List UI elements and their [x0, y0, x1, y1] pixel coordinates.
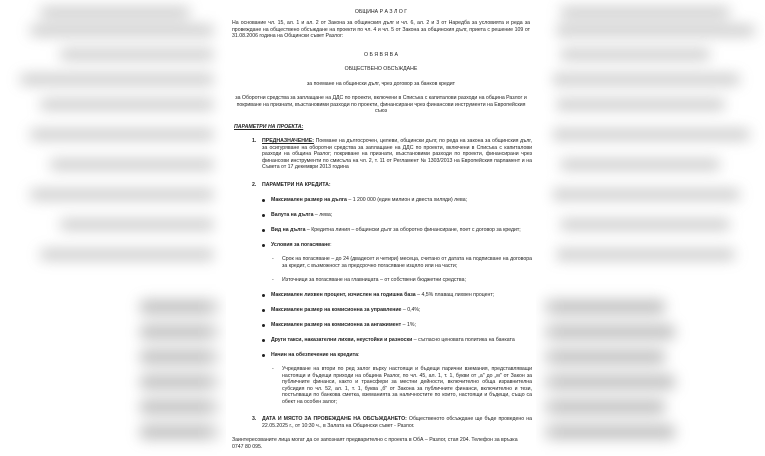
item-text: – Кредитна линия – общински дълг за оборотно финансиране, поет с договор за кредит; [305, 227, 521, 233]
sub-item: Учредяване на втори по ред залог върху настоящи и бъдещи парични вземания, представляващи настоящи и бъдещи приходи на община Разлог, по чл. 45, ал. 1, т. 1, букви от „а" до „м" от Закон за публичните финанси, както и трансфери за местни дейности, включително обща изравнителна субсидия по чл. 52, ал. 1, т. 1, буква „б" от Закона за публичните финанси, включително и тези, постъпващи по банкова сметка, вземанията за наличностите по които, настоящи и бъдещи, също са обект на особен залог; [282, 366, 532, 405]
dash-marker: - [272, 256, 274, 262]
bullet-icon [262, 229, 265, 232]
list-item [271, 337, 532, 344]
document-page [226, 0, 536, 456]
bullet-icon [262, 309, 265, 312]
section-1 [262, 138, 532, 171]
bullet-icon [262, 354, 265, 357]
list-item [271, 227, 532, 234]
bullet-icon [262, 324, 265, 327]
item-label: Максимален размер на дълга [271, 197, 347, 203]
subject-line: за поемане на общински дълг, чрез договор за банков кредит [306, 81, 456, 87]
intro-paragraph: На основание чл. 15, ал. 1 и ал. 2 от Закона за общинския дълг и чл. 6, ал. 2 и 3 от Наредба за условията и реда за провеждане на обществено обсъждане на проекти по чл. 4 и чл. 5 от Закона за общинския дълг, приета с решение 109 от 31.08.2006 година на Общински съвет Разлог: [232, 20, 530, 40]
item-label: Вид на дълга [271, 227, 306, 233]
sub-item: Срок на погасяване – до 24 (двадесет и четири) месеца, считано от датата на подписване на договора за кредит, с възможност за предсрочно погасяване изцяло или на части; [282, 256, 532, 269]
item-label: Начин на обезпечение на кредита [271, 352, 359, 358]
bullet-icon [262, 339, 265, 342]
list-item [271, 292, 532, 299]
item-text: – лева; [313, 212, 333, 218]
public-discussion-heading: ОБЩЕСТВЕНО ОБСЪЖДАНЕ [344, 66, 418, 72]
item-label: Условия за погасяване [271, 242, 331, 248]
bullet-icon [262, 214, 265, 217]
section-3-label: ДАТА И МЯСТО ЗА ПРОВЕЖДАНЕ НА ОБСЪЖДАНЕТО: [262, 416, 407, 422]
list-item [271, 212, 532, 219]
dash-marker: - [272, 366, 274, 372]
list-item [271, 197, 532, 204]
list-item [271, 242, 532, 249]
section-2-label: ПАРАМЕТРИ НА КРЕДИТА: [262, 182, 331, 188]
announce-heading: О Б Я В Я В А [364, 52, 398, 58]
municipality-title: ОБЩИНА Р А З Л О Г [354, 9, 408, 15]
item-text: – 4,5% плаващ лихвен процент; [415, 292, 495, 298]
section-1-number: 1. [252, 138, 257, 144]
footer-note: Заинтересованите лица могат да се запознаят предварително с проекта в ОбА – Разлог, стая 204. Телефон за връзка 0747 80 095. [232, 437, 518, 450]
item-label: Други такси, наказателни лихви, неустойки и разноски [271, 337, 413, 343]
section-3 [262, 416, 532, 429]
item-text: – 0,4%; [401, 307, 421, 313]
item-label: Максимален размер на комисионна за управление [271, 307, 402, 313]
item-text: – 1 200 000 (един милион и двеста хиляди) лева; [346, 197, 468, 203]
sub-item: Източници за погасяване на главницата – от собствени бюджетни средства; [282, 277, 466, 283]
item-text: – съгласно ценовата политика на банката [412, 337, 515, 343]
item-text: : [330, 242, 332, 248]
bullet-icon [262, 199, 265, 202]
dash-marker: - [272, 277, 274, 283]
bullet-icon [262, 244, 265, 247]
section-1-text: Поемане на дългосрочен, целеви, общински дълг, по реда на закона за общинския дълг, за осигуряване на оборотни средства за заплащане на ДДС по проекти, включени в Списъка с капиталови разходи на община Разлог; покриване на признати, възстановими разходи по проекти, финансирани чрез финансови инструменти по смисъла на чл. 2, т. 11 от Регламент № 1303/2013 на Европейския парламент и на Съвета от 17 декември 2013 година [262, 138, 532, 171]
item-text: – 1%; [401, 322, 416, 328]
item-label: Максимален лихвен процент, изчислен на годишна база [271, 292, 416, 298]
section-1-label: ПРЕДНАЗНАЧЕНИЕ: [262, 138, 314, 144]
params-title: ПАРАМЕТРИ НА ПРОЕКТА: [234, 124, 304, 130]
list-item [271, 352, 532, 359]
list-item [271, 322, 532, 329]
bullet-icon [262, 294, 265, 297]
list-item [271, 307, 532, 314]
purpose-paragraph: за Оборотни средства за заплащане на ДДС по проекти, включени в Списъка с капиталови разходи на община Разлог и покриване на признати, възстановими разходи по проекти, финансирани чрез финансови инструменти на Европейския съюз [235, 95, 527, 115]
section-3-number: 3. [252, 416, 257, 422]
item-label: Максимален размер на комисионна за ангажимент [271, 322, 402, 328]
item-text: : [358, 352, 360, 358]
section-2-number: 2. [252, 182, 257, 188]
item-label: Валута на дълга [271, 212, 314, 218]
section-3-text: Общественото обсъждане ще бъде проведено на 22.05.2025 г., от 10:30 ч., в Залата на Общински съвет - Разлог. [262, 416, 532, 429]
